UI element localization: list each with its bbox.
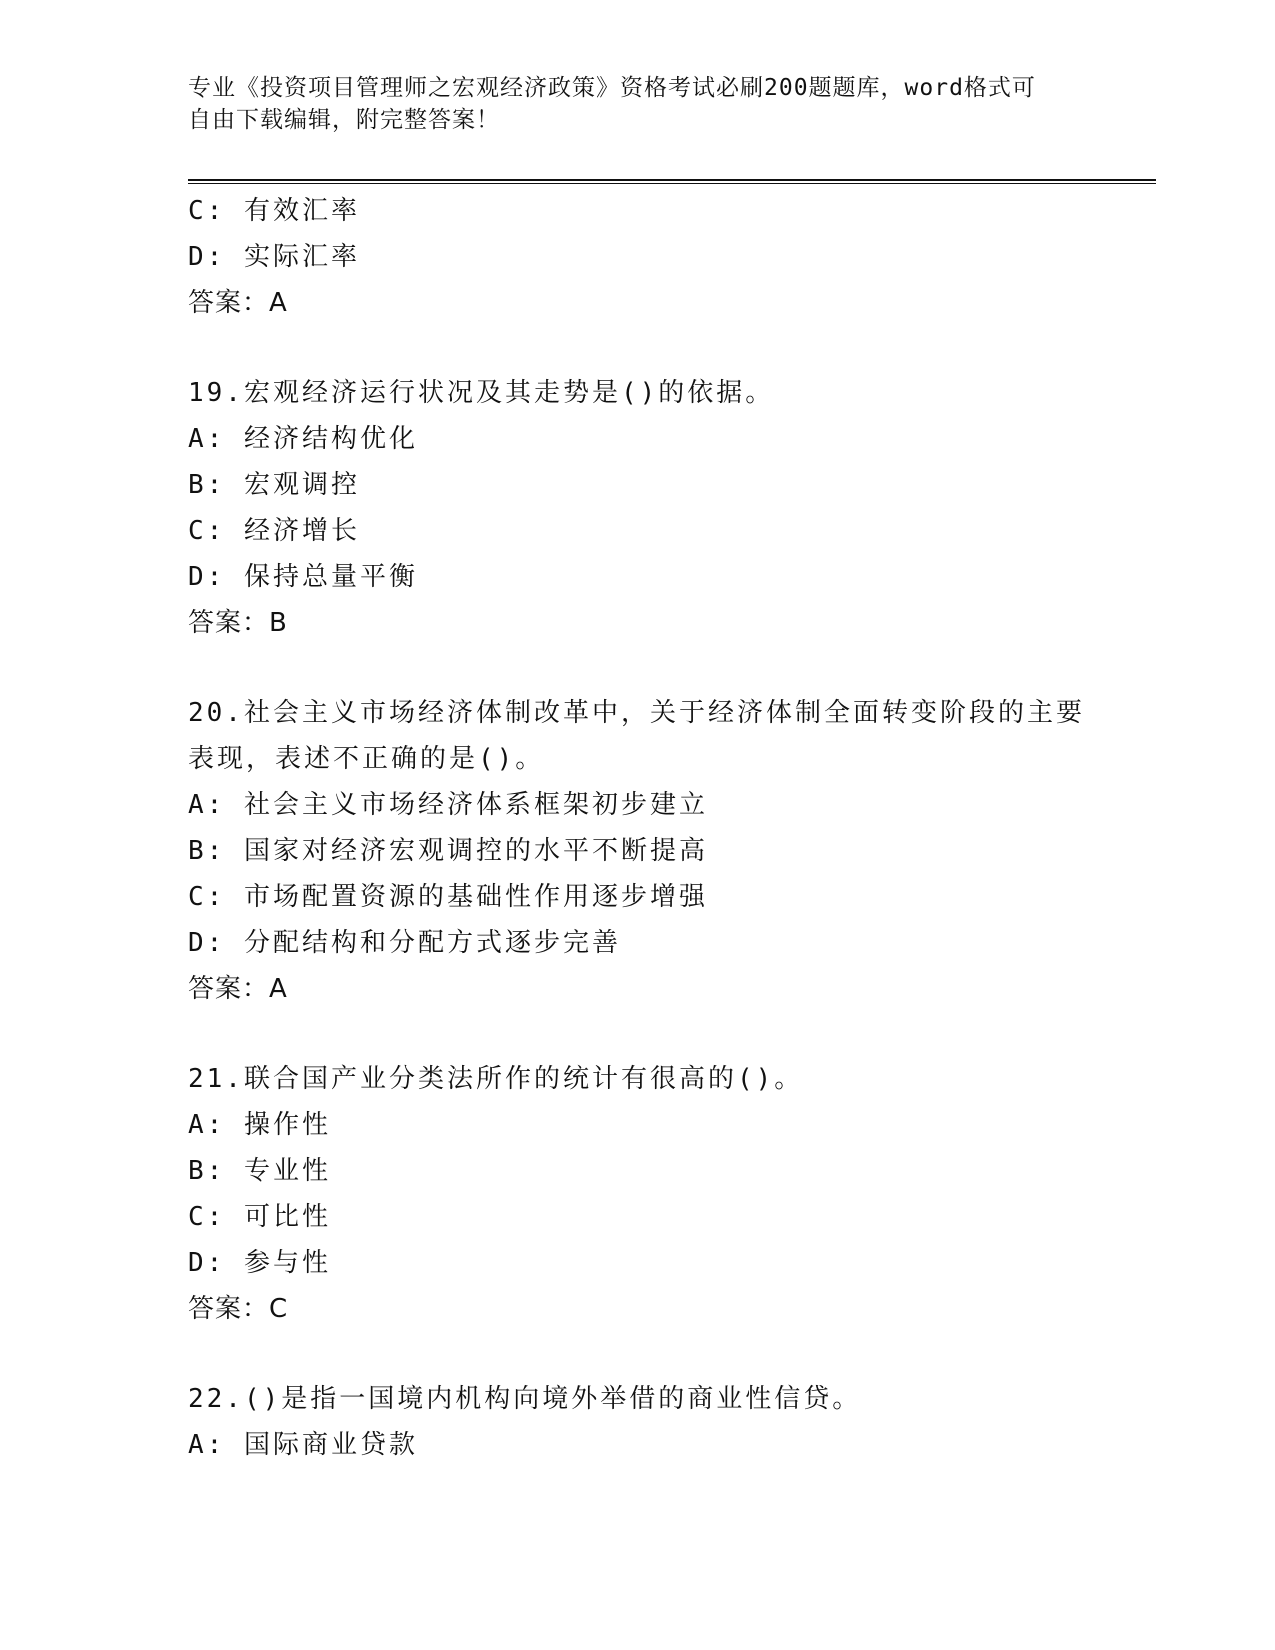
question-stem: 20.社会主义市场经济体制改革中，关于经济体制全面转变阶段的主要 xyxy=(188,698,1085,728)
option-c: C: 市场配置资源的基础性作用逐步增强 xyxy=(188,882,708,912)
question-19 xyxy=(188,370,1088,646)
question-18-partial xyxy=(188,188,1088,326)
question-stem: 22.()是指一国境内机构向境外举借的商业性信贷。 xyxy=(188,1384,862,1414)
spacer xyxy=(188,1332,1088,1376)
option-c: C: 可比性 xyxy=(188,1202,331,1232)
document-header xyxy=(188,72,1068,136)
question-stem: 21.联合国产业分类法所作的统计有很高的()。 xyxy=(188,1064,804,1094)
question-stem: 19.宏观经济运行状况及其走势是()的依据。 xyxy=(188,378,775,408)
question-20 xyxy=(188,690,1088,1012)
answer-line: 答案：A xyxy=(188,974,288,1004)
question-22 xyxy=(188,1376,1088,1468)
header-divider xyxy=(188,179,1156,184)
option-a: A: 操作性 xyxy=(188,1110,331,1140)
answer-line: 答案：B xyxy=(188,608,288,638)
answer-line: 答案：A xyxy=(188,288,288,318)
option-d: D: 保持总量平衡 xyxy=(188,562,418,592)
option-b: B: 宏观调控 xyxy=(188,470,360,500)
option-a: A: 国际商业贷款 xyxy=(188,1430,418,1460)
answer-line: 答案：C xyxy=(188,1294,289,1324)
option-d: D: 参与性 xyxy=(188,1248,331,1278)
header-line-2: 自由下载编辑，附完整答案！ xyxy=(188,107,500,133)
option-a: A: 社会主义市场经济体系框架初步建立 xyxy=(188,790,708,820)
option-a: A: 经济结构优化 xyxy=(188,424,418,454)
option-b: B: 国家对经济宏观调控的水平不断提高 xyxy=(188,836,708,866)
option-c: C: 经济增长 xyxy=(188,516,360,546)
question-list xyxy=(188,188,1088,1468)
option-d: D: 分配结构和分配方式逐步完善 xyxy=(188,928,621,958)
spacer xyxy=(188,646,1088,690)
spacer xyxy=(188,326,1088,370)
question-21 xyxy=(188,1056,1088,1332)
header-line-1: 专业《投资项目管理师之宏观经济政策》资格考试必刷200题题库，word格式可 xyxy=(188,75,1036,101)
option-b: B: 专业性 xyxy=(188,1156,331,1186)
question-stem-continued: 表现，表述不正确的是()。 xyxy=(188,744,545,774)
option-d: D: 实际汇率 xyxy=(188,242,360,272)
spacer xyxy=(188,1012,1088,1056)
option-c: C: 有效汇率 xyxy=(188,196,360,226)
